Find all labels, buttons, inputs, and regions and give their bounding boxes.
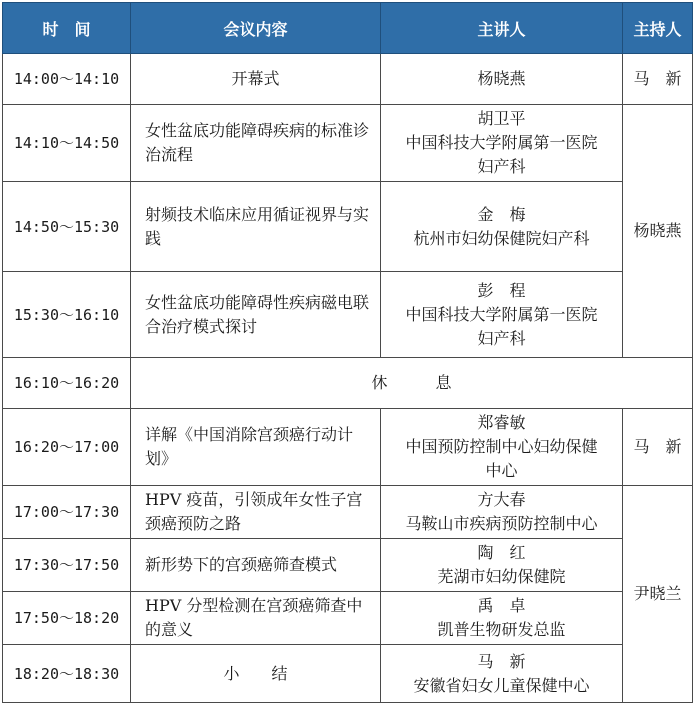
table-row: [3, 182, 693, 272]
speaker-affiliation: 安徽省妇女儿童保健中心: [413, 675, 590, 695]
speaker-name: 陶 红: [477, 543, 526, 562]
speaker-affiliation: 杭州市妇幼保健院妇产科: [413, 228, 590, 248]
speaker-cell: [381, 592, 623, 645]
time-cell: 15:30～16:10: [3, 272, 131, 358]
speaker-name: 胡卫平: [477, 109, 526, 128]
speaker-name: 禹 卓: [477, 596, 526, 615]
speaker-affiliation: 中国科技大学附属第一医院: [405, 304, 598, 324]
host-cell: 马 新: [623, 409, 693, 486]
content-cell: 小 结: [131, 645, 381, 703]
table-row: [3, 358, 693, 409]
speaker-affiliation: 中国预防控制中心妇幼保健: [405, 437, 598, 456]
speaker-affiliation: 芜湖市妇幼保健院: [437, 567, 566, 586]
time-cell: 18:20～18:30: [3, 645, 131, 703]
header-row: [3, 3, 693, 54]
speaker-department: 妇产科: [477, 157, 526, 176]
speaker-cell: [381, 409, 623, 486]
speaker-name: 郑睿敏: [477, 413, 526, 432]
time-cell: 14:10～14:50: [3, 105, 131, 182]
speaker-name: 彭 程: [477, 280, 526, 300]
speaker-name: 金 梅: [477, 204, 526, 224]
speaker-affiliation: 中国科技大学附属第一医院: [405, 133, 598, 152]
header-speaker: 主讲人: [381, 3, 623, 54]
speaker-affiliation: 马鞍山市疾病预防控制中心: [405, 514, 598, 533]
speaker-cell: [381, 105, 623, 182]
time-cell: 17:30～17:50: [3, 539, 131, 592]
table-row: [3, 272, 693, 358]
host-cell: 马 新: [623, 54, 693, 105]
table-row: [3, 592, 693, 645]
speaker-cell: [381, 54, 623, 105]
content-cell: HPV 疫苗，引领成年女性子宫颈癌预防之路: [131, 486, 381, 539]
time-cell: 14:50～15:30: [3, 182, 131, 272]
time-cell: 17:50～18:20: [3, 592, 131, 645]
schedule-table: [2, 2, 693, 703]
speaker-name: 马 新: [477, 651, 526, 671]
time-cell: 16:10～16:20: [3, 358, 131, 409]
table-row: [3, 54, 693, 105]
header-host: 主持人: [623, 3, 693, 54]
speaker-name: 方大春: [477, 490, 526, 509]
content-cell: 开幕式: [131, 54, 381, 105]
table-row: [3, 409, 693, 486]
content-cell: 射频技术临床应用循证视界与实践: [131, 182, 381, 272]
speaker-cell: [381, 539, 623, 592]
speaker-affiliation: 凯普生物研发总监: [437, 620, 566, 639]
speaker-name: 杨晓燕: [477, 69, 526, 88]
table-row: [3, 539, 693, 592]
content-cell: 新形势下的宫颈癌筛查模式: [131, 539, 381, 592]
content-cell: 女性盆底功能障碍性疾病磁电联合治疗模式探讨: [131, 272, 381, 358]
content-cell: 女性盆底功能障碍疾病的标准诊治流程: [131, 105, 381, 182]
time-cell: 16:20～17:00: [3, 409, 131, 486]
speaker-cell: [381, 486, 623, 539]
speaker-cell: [381, 182, 623, 272]
table-row: [3, 645, 693, 703]
content-cell: 详解《中国消除宫颈癌行动计划》: [131, 409, 381, 486]
host-cell: 杨晓燕: [623, 105, 693, 358]
time-cell: 14:00～14:10: [3, 54, 131, 105]
time-cell: 17:00～17:30: [3, 486, 131, 539]
host-cell: 尹晓兰: [623, 486, 693, 703]
content-cell: HPV 分型检测在宫颈癌筛查中的意义: [131, 592, 381, 645]
break-cell: 休 息: [131, 358, 693, 409]
table-row: [3, 486, 693, 539]
speaker-department: 妇产科: [477, 328, 526, 348]
speaker-cell: [381, 645, 623, 703]
header-content: 会议内容: [131, 3, 381, 54]
speaker-department: 中心: [485, 461, 518, 480]
speaker-cell: [381, 272, 623, 358]
header-time: 时 间: [3, 3, 131, 54]
table-row: [3, 105, 693, 182]
